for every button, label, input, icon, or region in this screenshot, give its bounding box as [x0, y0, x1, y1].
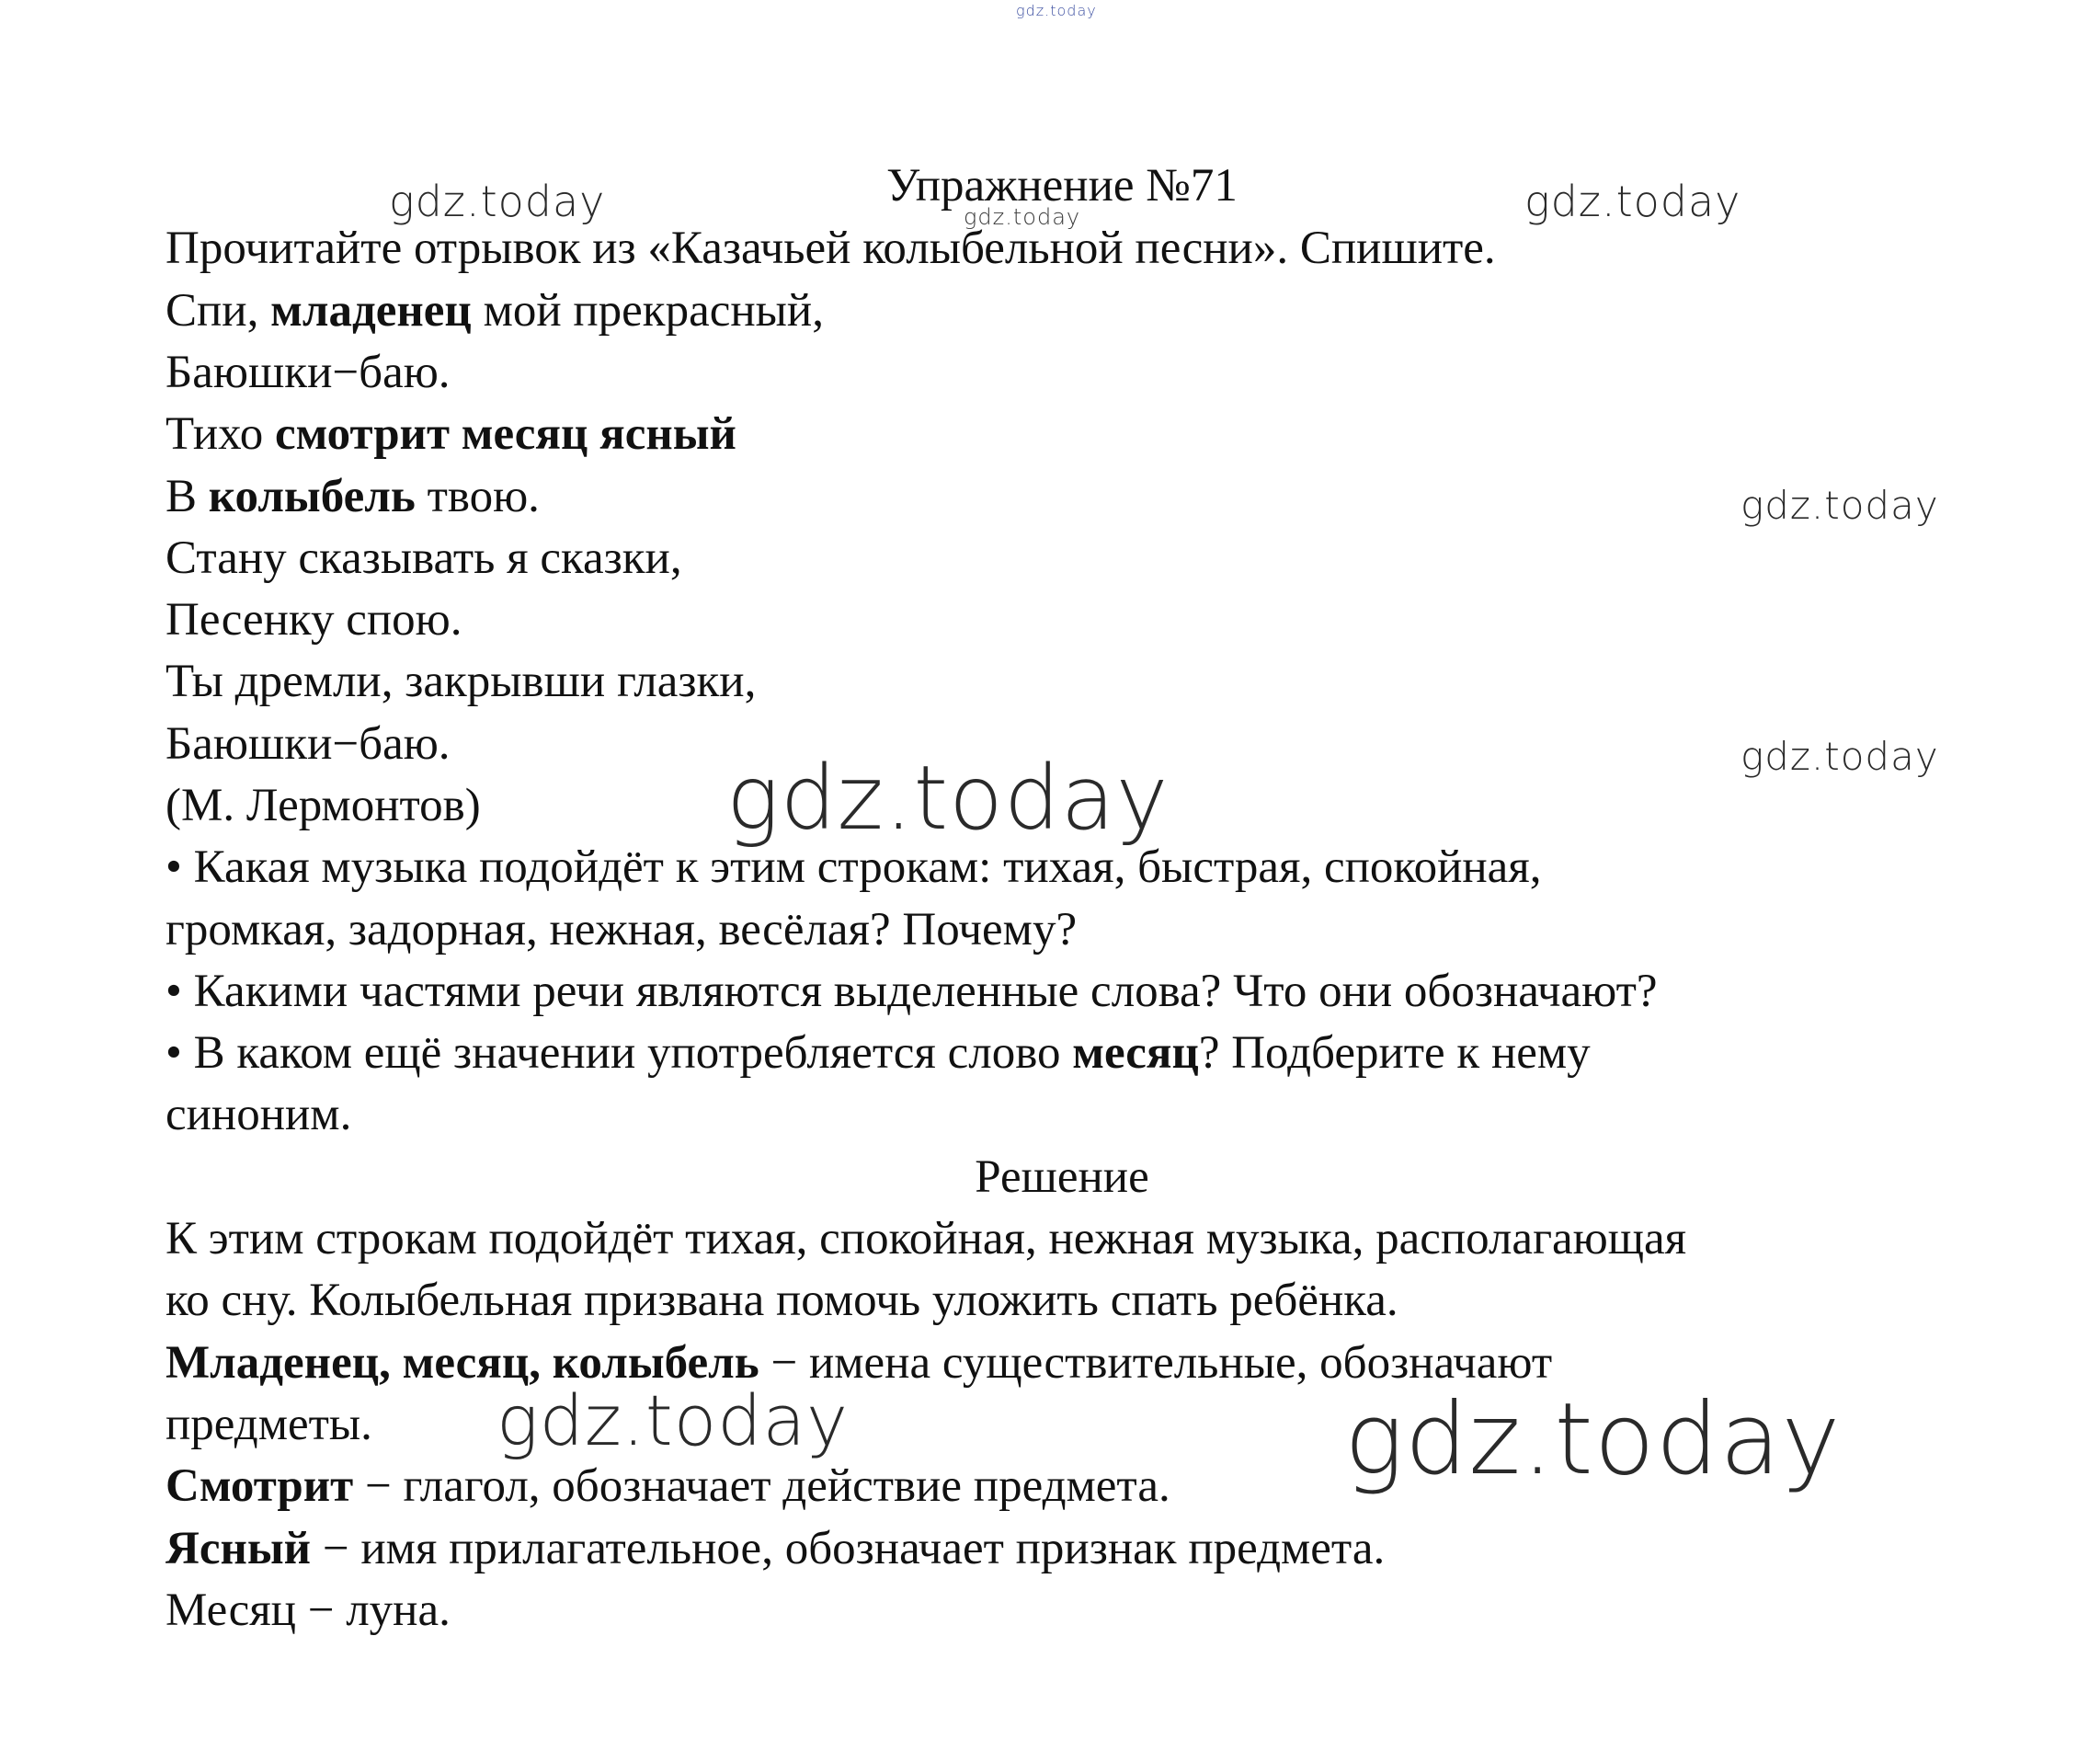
solution-verb: Смотрит − глагол, обозначает действие предмета.	[165, 1460, 1170, 1512]
watermark: gdz.today	[1016, 2, 1097, 19]
watermark: gdz.today	[1344, 1382, 1842, 1497]
watermark: gdz.today	[964, 204, 1081, 230]
watermark: gdz.today	[1740, 734, 1939, 779]
solution-heading: Решение	[975, 1151, 1149, 1203]
highlighted-word: смотрит месяц ясный	[274, 408, 736, 460]
solution-paragraph: К этим строкам подойдёт тихая, спокойная, нежная музыка, располагающая	[165, 1213, 1687, 1264]
question-2: • Какими частями речи являются выделенные слова? Что они обозначают?	[165, 966, 1658, 1017]
watermark: gdz.today	[389, 177, 606, 226]
poem-author: (М. Лермонтов)	[165, 780, 481, 831]
watermark: gdz.today	[496, 1379, 849, 1461]
watermark: gdz.today	[726, 747, 1170, 850]
solution-synonym: Месяц − луна.	[165, 1585, 451, 1636]
exercise-instruction: Прочитайте отрывок из «Казачьей колыбельной песни». Спишите.	[165, 223, 1496, 274]
exercise-title: Упражнение №71	[886, 160, 1238, 212]
solution-nouns: Младенец, месяц, колыбель − имена существительные, обозначают	[165, 1337, 1553, 1389]
question-1: • Какая музыка подойдёт к этим строкам: тихая, быстрая, спокойная,	[165, 841, 1542, 893]
poem-line: В колыбель твою.	[165, 471, 540, 522]
solution-paragraph: ко сну. Колыбельная призвана помочь уложить спать ребёнка.	[165, 1275, 1398, 1326]
watermark: gdz.today	[1524, 177, 1741, 226]
poem-line: Песенку спою.	[165, 594, 462, 646]
watermark: gdz.today	[1740, 483, 1939, 528]
poem-line: Ты дремли, закрывши глазки,	[165, 656, 757, 707]
poem-line: Баюшки−баю.	[165, 347, 451, 398]
question-1-continued: громкая, задорная, нежная, весёлая? Почему?	[165, 904, 1078, 955]
highlighted-word: младенец	[270, 285, 472, 337]
poem-line: Стану сказывать я сказки,	[165, 532, 682, 584]
question-3-continued: синоним.	[165, 1089, 352, 1140]
highlighted-word: месяц	[1072, 1027, 1199, 1079]
poem-line: Баюшки−баю.	[165, 718, 451, 770]
solution-adjective: Ясный − имя прилагательное, обозначает признак предмета.	[165, 1523, 1386, 1574]
poem-line: Спи, младенец мой прекрасный,	[165, 285, 824, 337]
solution-nouns-continued: предметы.	[165, 1399, 372, 1450]
highlighted-word: колыбель	[208, 471, 416, 522]
poem-line: Тихо смотрит месяц ясный	[165, 408, 736, 460]
question-3: • В каком ещё значении употребляется слово месяц? Подберите к нему	[165, 1027, 1591, 1079]
